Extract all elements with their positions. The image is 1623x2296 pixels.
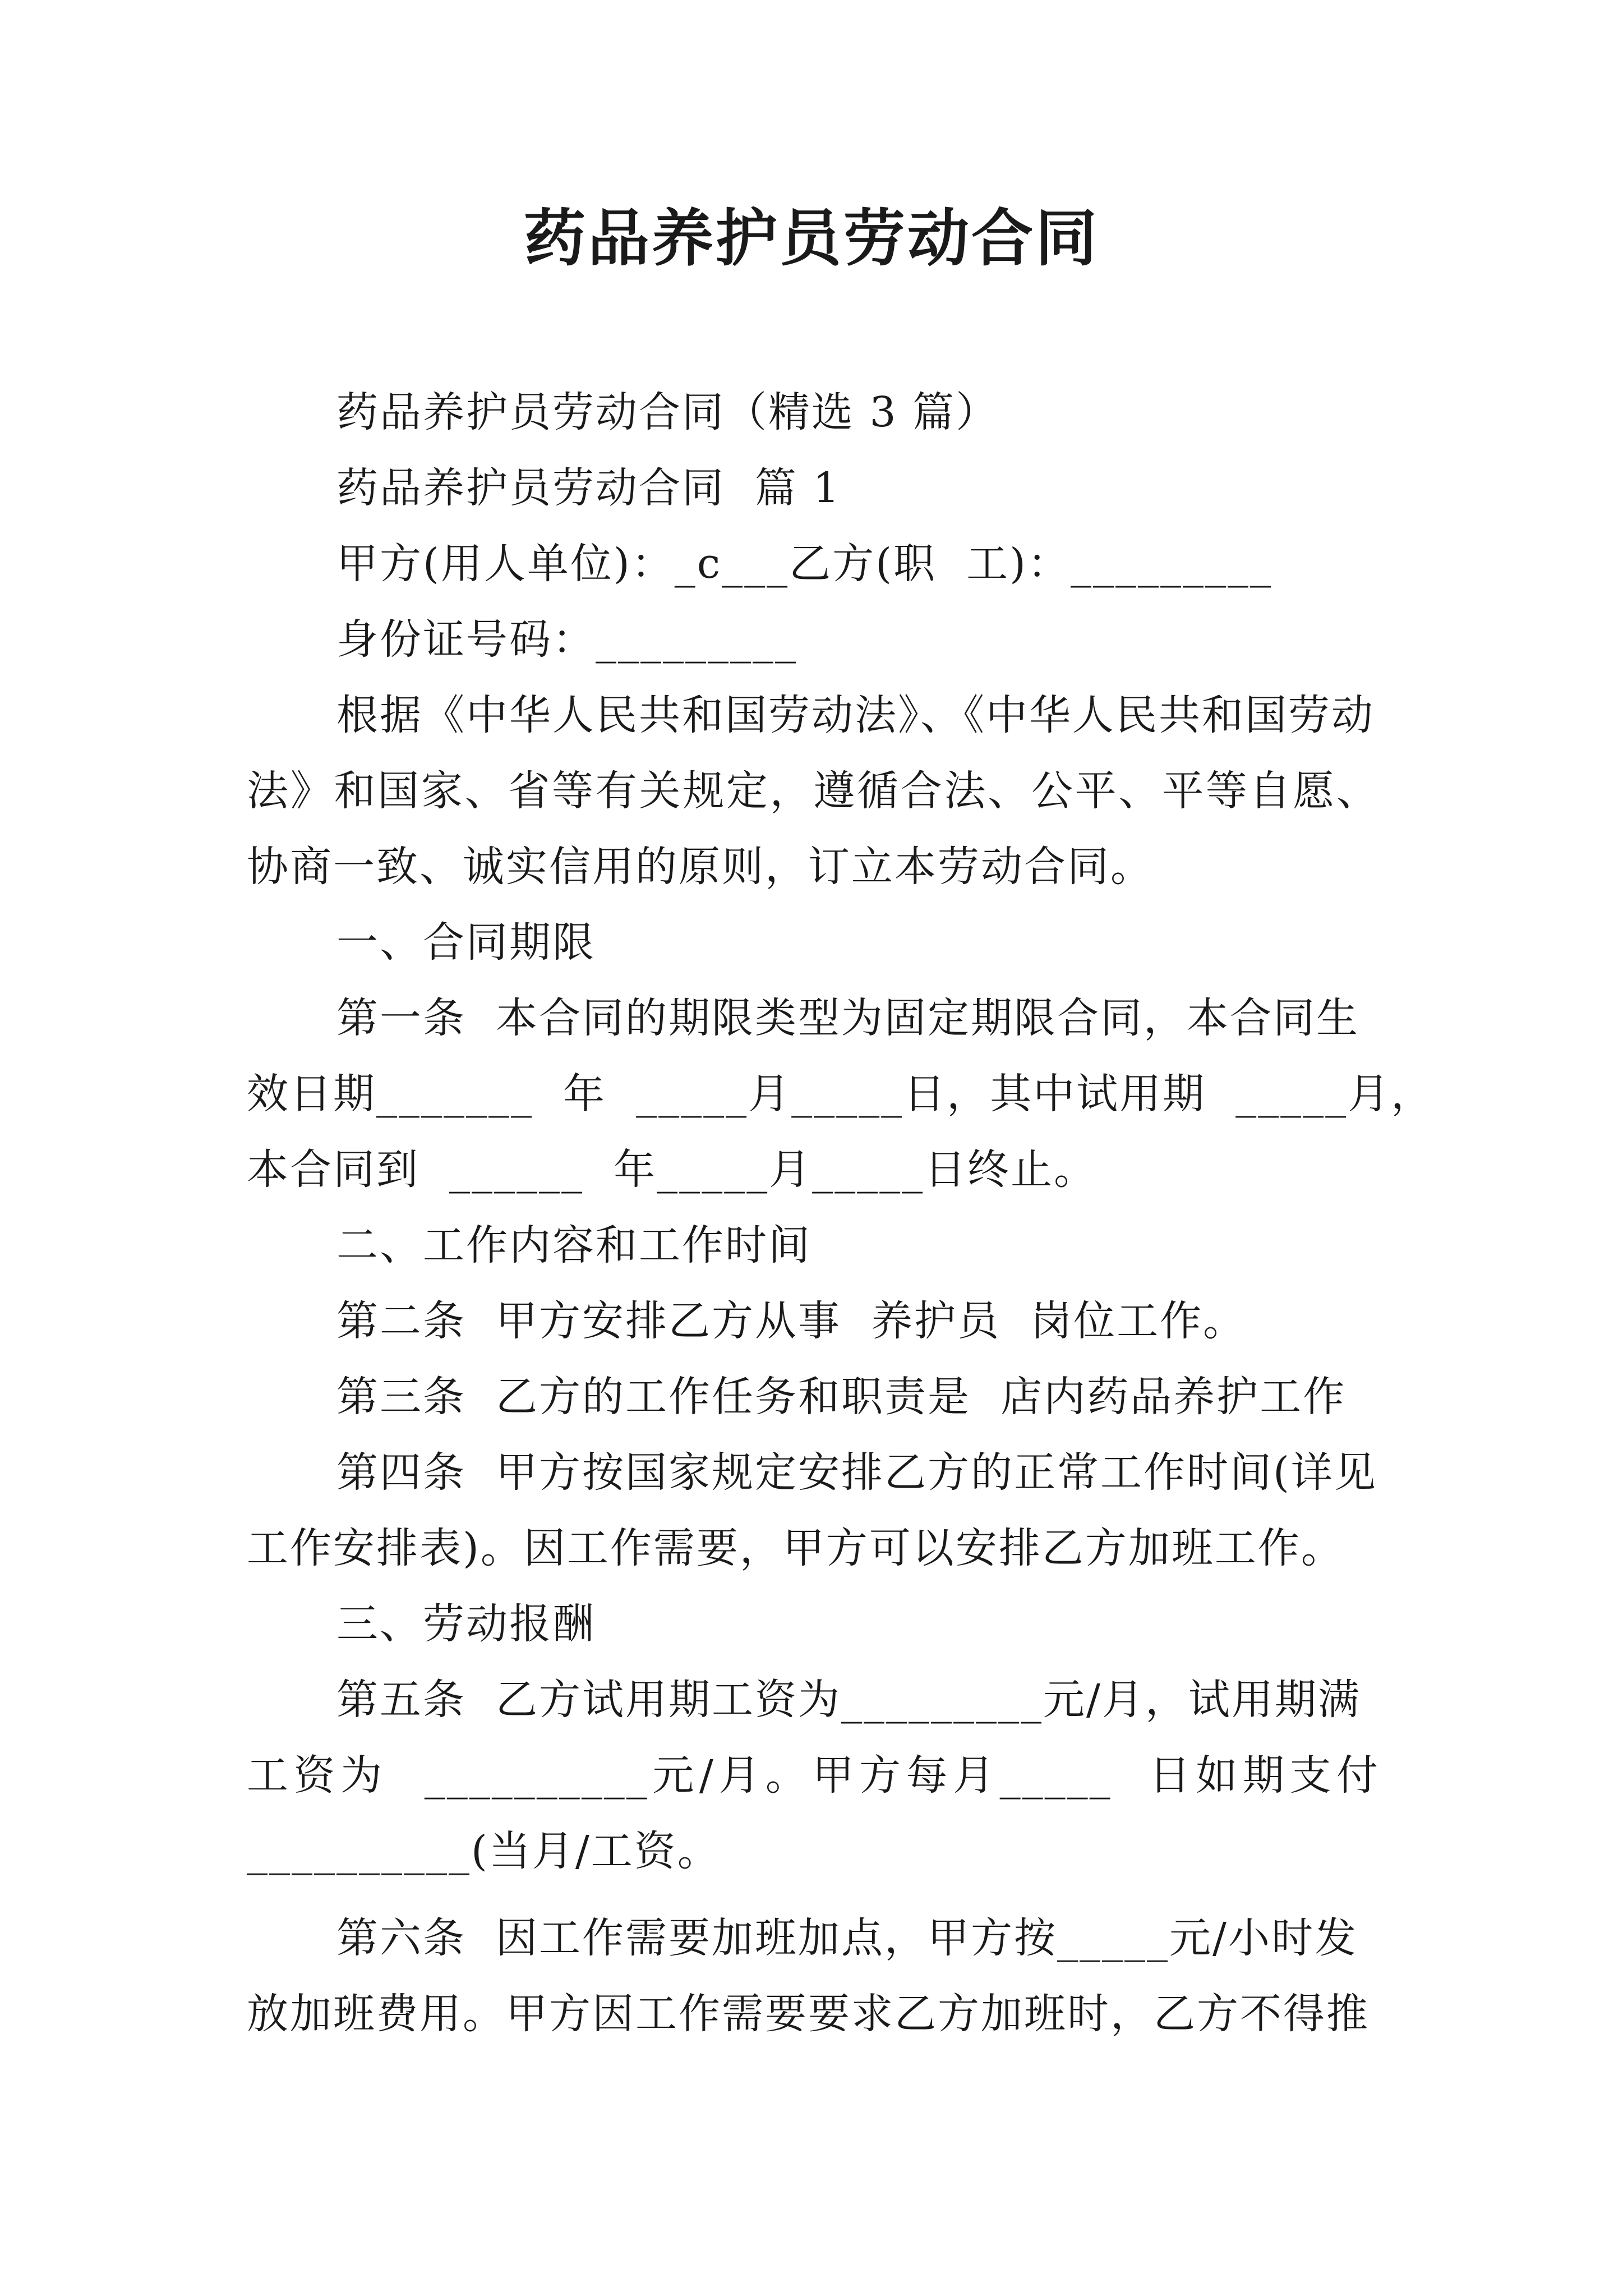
- paragraph-line: 本合同到 ______ 年_____月_____日终止。: [247, 1145, 1098, 1194]
- paragraph-line: 工资为 __________元/月。甲方每月_____ 日如期支付: [247, 1751, 1380, 1800]
- id-number-line: 身份证号码：_________: [336, 615, 797, 664]
- section-heading-1: 药品养护员劳动合同 篇 1: [336, 464, 841, 512]
- paragraph-line: 第六条 因工作需要加班加点，甲方按_____元/小时发: [336, 1914, 1358, 1962]
- paragraph-line: __________(当月/工资。: [247, 1827, 721, 1875]
- party-line: 甲方(用人单位)：_c___乙方(职 工)：_________: [336, 540, 1272, 588]
- paragraph-line: 协商一致、诚实信用的原则，订立本劳动合同。: [247, 843, 1154, 891]
- paragraph-line: 第三条 乙方的工作任务和职责是 店内药品养护工作: [336, 1373, 1347, 1421]
- document-title: 药品养护员劳动合同: [524, 203, 1099, 274]
- section-heading: 二、工作内容和工作时间: [336, 1221, 811, 1269]
- paragraph-line: 第五条 乙方试用期工资为_________元/月，试用期满: [336, 1676, 1361, 1724]
- paragraph-line: 法》和国家、省等有关规定，遵循合法、公平、平等自愿、: [247, 767, 1380, 815]
- paragraph-line: 工作安排表)。因工作需要，甲方可以安排乙方加班工作。: [247, 1524, 1344, 1572]
- paragraph-line: 第二条 甲方安排乙方从事 养护员 岗位工作。: [336, 1297, 1247, 1345]
- paragraph-line: 第四条 甲方按国家规定安排乙方的正常工作时间(详见: [336, 1448, 1377, 1497]
- paragraph-line: 放加班费用。甲方因工作需要要求乙方加班时，乙方不得推: [247, 1990, 1370, 2038]
- section-heading: 三、劳动报酬: [336, 1600, 596, 1648]
- section-heading: 一、合同期限: [336, 918, 596, 967]
- paragraph-line: 效日期_______ 年 _____月_____日，其中试用期 _____月，: [247, 1070, 1435, 1118]
- paragraph-line: 根据《中华人民共和国劳动法》、《中华人民共和国劳动: [336, 691, 1375, 739]
- paragraph-line: 第一条 本合同的期限类型为固定期限合同，本合同生: [336, 994, 1360, 1042]
- subtitle-line: 药品养护员劳动合同（精选 3 篇）: [336, 388, 999, 436]
